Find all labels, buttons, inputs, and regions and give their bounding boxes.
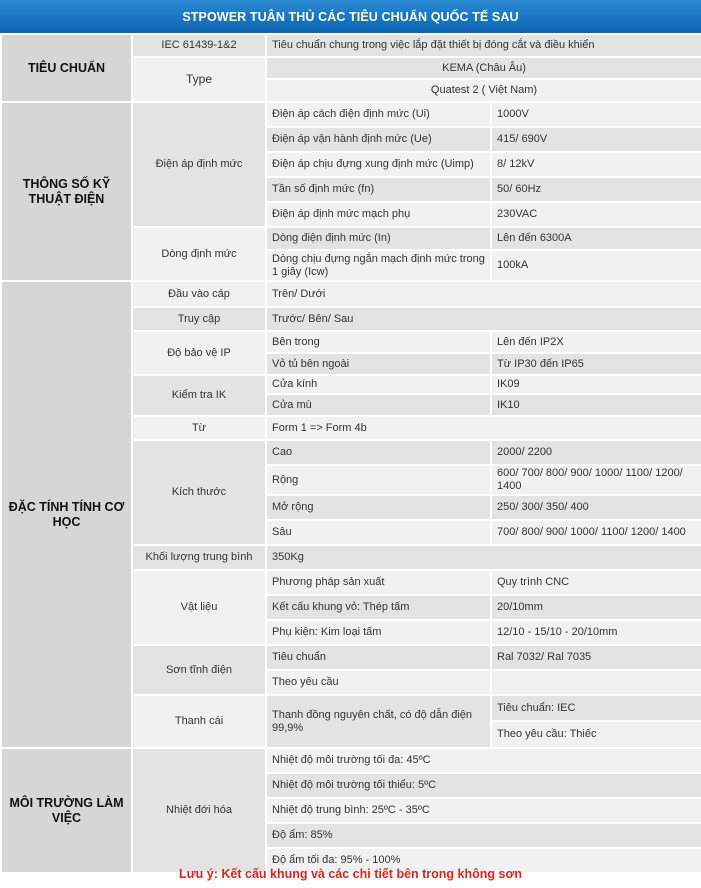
value-thanh-cai-tieu-chuan: Tiêu chuẩn: IEC xyxy=(492,696,701,722)
category-nhiet-doi: Nhiệt đới hóa xyxy=(132,748,266,873)
category-khoi-luong: Khối lượng trung bình xyxy=(132,545,266,570)
value-nt-avg: Nhiệt độ trung bình: 25ºC - 35ºC xyxy=(266,798,701,823)
value-icw: 100kA xyxy=(491,250,701,281)
category-bao-ve: Độ bảo vệ IP xyxy=(132,331,266,375)
label-phu-kien: Phụ kiện: Kim loại tấm xyxy=(266,620,491,645)
label-son-tieu-chuan: Tiêu chuẩn xyxy=(266,645,491,670)
category-dien-ap: Điện áp định mức xyxy=(132,102,266,227)
label-vo-tu: Vỏ tủ bên ngoài xyxy=(266,353,491,375)
label-in: Dòng điện định mức (In) xyxy=(266,227,491,250)
category-vat-lieu: Vật liệu xyxy=(132,570,266,645)
spec-table xyxy=(0,33,701,874)
section-dac-tinh: ĐẶC TÍNH TÍNH CƠ HỌC xyxy=(1,281,132,748)
footer-note-text: Lưu ý: Kết cấu khung và các chi tiết bên trong không sơn xyxy=(179,867,522,881)
value-truy-cap: Trước/ Bên/ Sau xyxy=(266,307,701,331)
label-ket-cau: Kết cấu khung vỏ: Thép tấm xyxy=(266,595,491,620)
label-pp-san-xuat: Phương pháp sản xuất xyxy=(266,570,491,595)
category-ik: Kiểm tra IK xyxy=(132,375,266,416)
label-ue: Điện áp vận hành định mức (Ue) xyxy=(266,127,491,152)
value-ui: 1000V xyxy=(491,102,701,127)
value-khoi-luong: 350Kg xyxy=(266,545,701,570)
label-cua-mu: Cửa mù xyxy=(266,394,491,416)
label-cao: Cao xyxy=(266,440,491,465)
table-row xyxy=(1,281,701,307)
value-thanh-cai-yeu-cau: Theo yêu cầu: Thiếc xyxy=(492,722,701,747)
section-tieu-chuan: TIÊU CHUẨN xyxy=(1,34,132,102)
value-cua-mu: IK10 xyxy=(491,394,701,416)
category-dau-vao: Đầu vào cáp xyxy=(132,281,266,307)
value-vo-tu: Từ IP30 đến IP65 xyxy=(491,353,701,375)
value-tu: Form 1 => Form 4b xyxy=(266,416,701,440)
label-cua-kinh: Cửa kính xyxy=(266,375,491,394)
value-pp-san-xuat: Quy trình CNC xyxy=(491,570,701,595)
value-kema: KEMA (Châu Âu) xyxy=(266,57,701,79)
table-row xyxy=(1,102,701,127)
value-uimp: 8/ 12kV xyxy=(491,152,701,177)
category-dong: Dòng định mức xyxy=(132,227,266,281)
value-cua-kinh: IK09 xyxy=(491,375,701,394)
category-tu: Từ xyxy=(132,416,266,440)
label-fn: Tần số định mức (fn) xyxy=(266,177,491,202)
category-truy-cap: Truy cập xyxy=(132,307,266,331)
value-phu-kien: 12/10 - 15/10 - 20/10mm xyxy=(491,620,701,645)
value-iec-desc: Tiêu chuẩn chung trong việc lắp đặt thiết bị đóng cắt và điều khiển xyxy=(266,34,701,57)
value-ue: 415/ 690V xyxy=(491,127,701,152)
value-ket-cau: 20/10mm xyxy=(491,595,701,620)
table-row xyxy=(1,34,701,57)
label-son-yeu-cau: Theo yêu cầu xyxy=(266,670,491,695)
value-rong: 600/ 700/ 800/ 900/ 1000/ 1100/ 1200/ 1400 xyxy=(491,465,701,495)
value-sau: 700/ 800/ 900/ 1000/ 1100/ 1200/ 1400 xyxy=(491,520,701,545)
value-fn: 50/ 60Hz xyxy=(491,177,701,202)
value-nt-min: Nhiệt độ môi trường tối thiểu: 5ºC xyxy=(266,773,701,798)
value-ben-trong: Lên đến IP2X xyxy=(491,331,701,353)
label-rong: Rộng xyxy=(266,465,491,495)
value-nt-max: Nhiệt độ môi trường tối đa: 45ºC xyxy=(266,748,701,773)
value-cao: 2000/ 2200 xyxy=(491,440,701,465)
section-thong-so: THÔNG SỐ KỸ THUẬT ĐIỆN xyxy=(1,102,132,281)
value-do-am: Độ ẩm: 85% xyxy=(266,823,701,848)
value-quatest: Quatest 2 ( Việt Nam) xyxy=(266,79,701,102)
label-mo-rong: Mở rộng xyxy=(266,495,491,520)
label-ben-trong: Bên trong xyxy=(266,331,491,353)
category-iec: IEC 61439-1&2 xyxy=(132,34,266,57)
footer-note xyxy=(0,860,701,888)
value-mach-phu: 230VAC xyxy=(491,202,701,227)
value-in: Lên đến 6300A xyxy=(491,227,701,250)
label-uimp: Điện áp chịu đựng xung định mức (Uimp) xyxy=(266,152,491,177)
label-ui: Điện áp cách điện định mức (Ui) xyxy=(266,102,491,127)
header-title: STPOWER TUÂN THỦ CÁC TIÊU CHUẨN QUỐC TẾ SAU xyxy=(182,9,519,24)
value-thanh-cai xyxy=(491,695,701,748)
value-do-am-max: Độ ẩm tối đa: 95% - 100% xyxy=(266,848,701,873)
category-type: Type xyxy=(132,57,266,102)
value-son-yeu-cau-empty xyxy=(491,670,701,695)
category-thanh-cai: Thanh cái xyxy=(132,695,266,748)
section-moi-truong: MÔI TRƯỜNG LÀM VIỆC xyxy=(1,748,132,873)
label-thanh-cai: Thanh đồng nguyên chất, có độ dẫn điện 99,9% xyxy=(266,695,491,748)
value-son-tieu-chuan: Ral 7032/ Ral 7035 xyxy=(491,645,701,670)
label-mach-phu: Điện áp định mức mạch phụ xyxy=(266,202,491,227)
value-dau-vao: Trên/ Dưới xyxy=(266,281,701,307)
value-mo-rong: 250/ 300/ 350/ 400 xyxy=(491,495,701,520)
category-kich-thuoc: Kích thước xyxy=(132,440,266,545)
header-banner xyxy=(0,0,701,33)
table-row xyxy=(1,748,701,773)
label-icw: Dòng chịu đựng ngắn mạch định mức trong 1 giây (Icw) xyxy=(266,250,491,281)
category-son: Sơn tĩnh điện xyxy=(132,645,266,695)
label-sau: Sâu xyxy=(266,520,491,545)
